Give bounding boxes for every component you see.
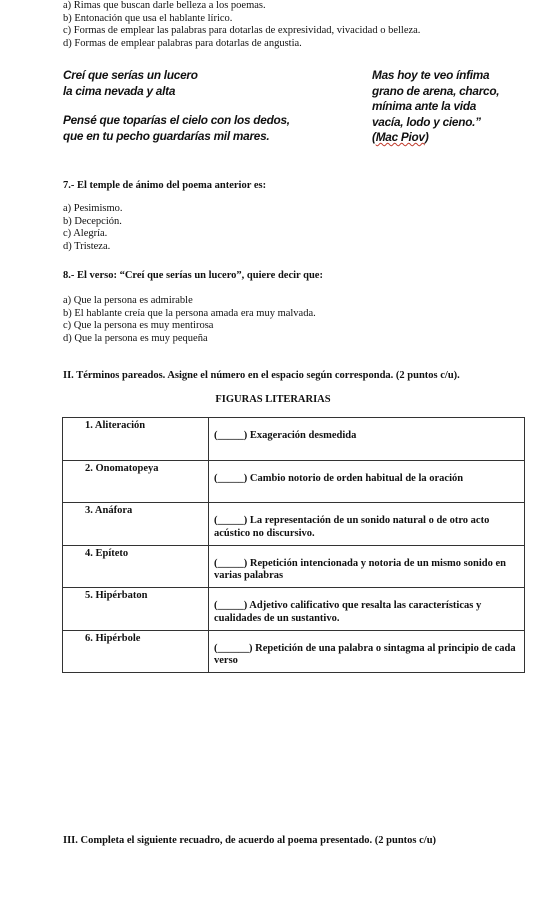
poem-line: grano de arena, charco, <box>372 83 500 98</box>
table-title: FIGURAS LITERARIAS <box>215 394 331 405</box>
option-d: d) Tristeza. <box>63 240 111 252</box>
option-a: a) Pesimismo. <box>63 203 123 214</box>
poem-line: Pensé que toparías el cielo con los dedos, <box>63 113 290 127</box>
figures-matching-table <box>62 417 525 673</box>
section-2-heading: II. Términos pareados. Asigne el número en el espacio según corresponda. (2 puntos c/u). <box>63 370 460 381</box>
poem-line: Mas hoy te veo ínfima <box>372 68 490 82</box>
term-cell: 6. Hipérbole <box>63 630 209 673</box>
section-3-heading: III. Completa el siguiente recuadro, de acuerdo al poema presentado. (2 puntos c/u) <box>63 835 437 846</box>
option-c: c) Que la persona es muy mentirosa <box>63 320 214 332</box>
option-c: c) Formas de emplear las palabras para dotarlas de expresividad, vivacidad o belleza. <box>63 25 421 37</box>
option-d: d) Formas de emplear palabras para dotarlas de angustia. <box>63 37 302 49</box>
poem-line: Creí que serías un lucero <box>63 68 198 82</box>
poem-line: que en tu pecho guardarías mil mares. <box>63 128 270 143</box>
option-d: d) Que la persona es muy pequeña <box>63 332 208 344</box>
option-b: b) El hablante creía que la persona amada era muy malvada. <box>63 307 316 319</box>
poem-line: mínima ante la vida <box>372 99 477 113</box>
poem-line: la cima nevada y alta <box>63 83 176 98</box>
option-b: b) Decepción. <box>63 215 122 227</box>
poem-attribution: (Mac Piov) <box>372 130 429 144</box>
table-row <box>63 588 525 631</box>
question-7-title: 7.- El temple de ánimo del poema anterior es: <box>63 180 267 191</box>
table-row <box>63 418 525 461</box>
term-cell: 4. Epíteto <box>63 545 209 588</box>
definition-cell[interactable]: (_____) Repetición intencionada y notoria de un mismo sonido en varias palabras <box>209 545 525 588</box>
table-row <box>63 630 525 673</box>
question-8-options <box>63 295 316 345</box>
term-cell: 2. Onomatopeya <box>63 460 209 503</box>
table-row <box>63 503 525 546</box>
definition-cell[interactable]: (______) Repetición de una palabra o sintagma al principio de cada verso <box>209 630 525 673</box>
poem-left-column <box>63 68 290 144</box>
poem-author: Mac Piov <box>375 130 425 144</box>
table-row <box>63 460 525 503</box>
option-a: a) Rimas que buscan darle belleza a los poemas. <box>63 0 266 11</box>
option-c: c) Alegría. <box>63 228 108 240</box>
definition-cell[interactable]: (_____) Exageración desmedida <box>209 418 525 461</box>
question-7-options <box>63 203 123 253</box>
previous-question-options <box>63 0 420 50</box>
question-8-title: 8.- El verso: “Creí que serías un lucero”, quiere decir que: <box>63 270 323 281</box>
definition-cell[interactable]: (_____) Cambio notorio de orden habitual de la oración <box>209 460 525 503</box>
term-cell: 1. Aliteración <box>63 418 209 461</box>
option-b: b) Entonación que usa el hablante lírico. <box>63 12 233 24</box>
poem-line: vacía, lodo y cieno.” <box>372 114 481 129</box>
definition-cell[interactable]: (_____) La representación de un sonido natural o de otro acto acústico no discursivo. <box>209 503 525 546</box>
definition-cell[interactable]: (_____) Adjetivo calificativo que resalta las características y cualidades de un sustantivo. <box>209 588 525 631</box>
poem-right-column <box>372 68 499 146</box>
term-cell: 5. Hipérbaton <box>63 588 209 631</box>
table-row <box>63 545 525 588</box>
option-a: a) Que la persona es admirable <box>63 295 193 306</box>
term-cell: 3. Anáfora <box>63 503 209 546</box>
